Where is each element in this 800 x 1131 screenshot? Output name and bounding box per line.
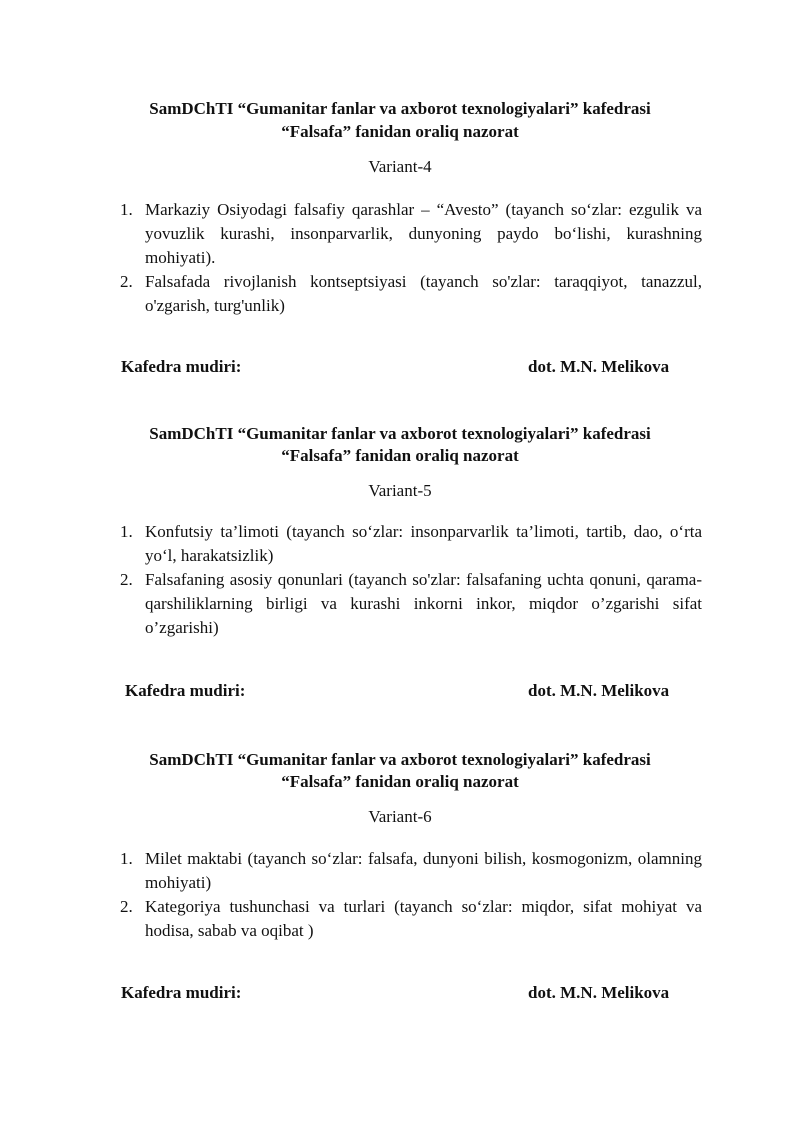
question-item [120, 270, 702, 318]
question-item [120, 520, 702, 568]
signature-name: dot. M.N. Melikova [528, 681, 670, 700]
question-text: Kategoriya tushunchasi va turlari (tayanch so‘zlar: miqdor, sifat mohiyat va hodisa, sabab va oqibat ) [145, 897, 702, 940]
question-text: Markaziy Osiyodagi falsafiy qarashlar – “Avesto” (tayanch so‘zlar: ezgulik va yovuzlik kurashi, insonparvarlik, dunyoning paydo bo‘lishi, kurashning mohiyati). [145, 200, 702, 267]
question-number: 2. [120, 570, 133, 589]
question-list [120, 198, 702, 318]
question-text: Falsafaning asosiy qonunlari (tayanch so'zlar: falsafaning uchta qonuni, qarama-qarshiliklarning birligi va kurashi inkorni inkor, miqdor o’zgarishi sifat o’zgarishi) [145, 570, 702, 637]
question-number: 1. [120, 849, 133, 868]
question-item [120, 198, 702, 270]
question-text: Konfutsiy ta’limoti (tayanch so‘zlar: insonparvarlik ta’limoti, tartib, dao, o‘rta yo‘l, harakatsizlik) [145, 522, 702, 565]
question-item [120, 847, 702, 895]
question-item [120, 568, 702, 640]
department-header: SamDChTI “Gumanitar fanlar va axborot texnologiyalari” kafedrasi [149, 99, 651, 118]
question-number: 1. [120, 200, 133, 219]
signature-name: dot. M.N. Melikova [528, 983, 670, 1002]
question-number: 2. [120, 272, 133, 291]
signature-label: Kafedra mudiri: [121, 983, 242, 1002]
question-item [120, 895, 702, 943]
subject-header: “Falsafa” fanidan oraliq nazorat [281, 446, 519, 465]
variant-label: Variant-5 [368, 481, 432, 500]
question-list [120, 847, 702, 943]
signature-name: dot. M.N. Melikova [528, 357, 670, 376]
question-text: Falsafada rivojlanish kontseptsiyasi (tayanch so'zlar: taraqqiyot, tanazzul, o'zgarish, turg'unlik) [145, 272, 702, 315]
department-header: SamDChTI “Gumanitar fanlar va axborot texnologiyalari” kafedrasi [149, 750, 651, 769]
question-number: 2. [120, 897, 133, 916]
subject-header: “Falsafa” fanidan oraliq nazorat [281, 122, 519, 141]
question-list [120, 520, 702, 640]
signature-label: Kafedra mudiri: [121, 357, 242, 376]
subject-header: “Falsafa” fanidan oraliq nazorat [281, 772, 519, 791]
variant-label: Variant-6 [368, 807, 432, 826]
department-header: SamDChTI “Gumanitar fanlar va axborot texnologiyalari” kafedrasi [149, 424, 651, 443]
question-text: Milet maktabi (tayanch so‘zlar: falsafa, dunyoni bilish, kosmogonizm, olamning mohiyati) [145, 849, 702, 892]
question-number: 1. [120, 522, 133, 541]
variant-label: Variant-4 [368, 157, 432, 176]
signature-label: Kafedra mudiri: [125, 681, 246, 700]
